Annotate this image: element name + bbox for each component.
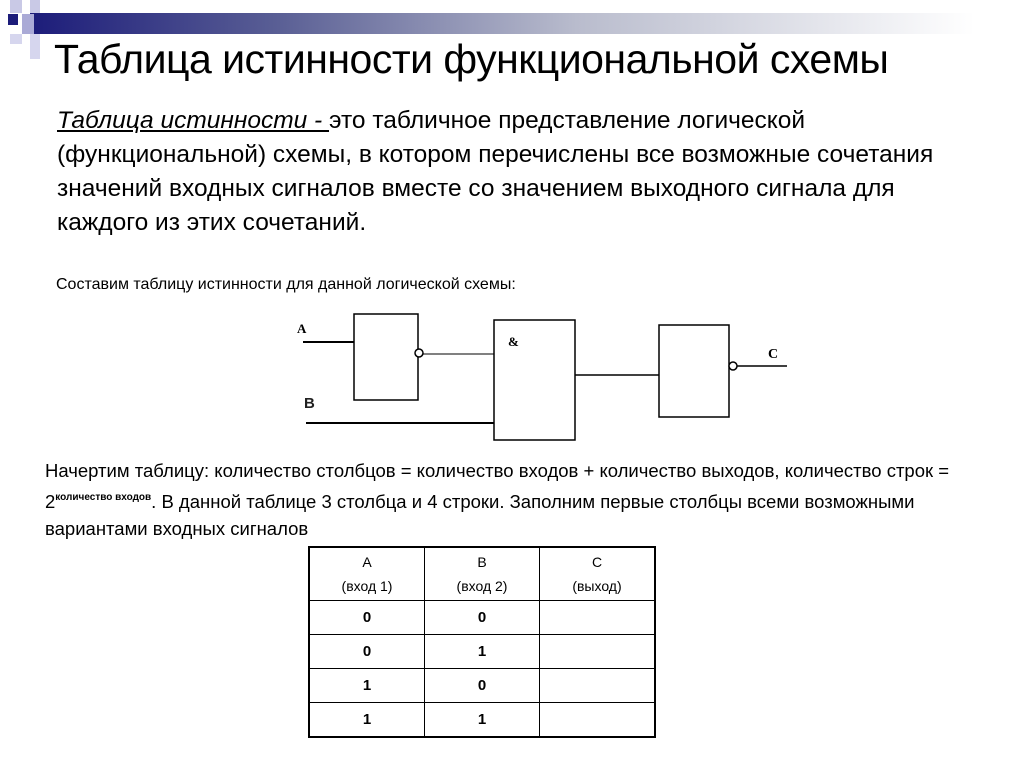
cell	[540, 703, 656, 738]
header-c: C (выход)	[540, 547, 656, 601]
cell: 0	[309, 601, 425, 635]
definition-term: Таблица истинности -	[57, 107, 330, 134]
not-gate-2	[659, 325, 729, 417]
cell	[540, 601, 656, 635]
table-row	[309, 669, 655, 703]
table-row	[309, 601, 655, 635]
instructions-part2: . В данной таблице 3 столбца и 4 строки. Заполним первые столбцы всеми возможными вариантами входных сигналов	[45, 491, 915, 539]
cell: 0	[309, 635, 425, 669]
inverter-bubble-2	[729, 362, 737, 370]
cell: 1	[425, 635, 540, 669]
and-gate	[494, 320, 575, 440]
instructions-paragraph	[45, 457, 1005, 542]
instructions-part1: Начертим таблицу: количество столбцов = количество входов + количество выходов, количество строк = 2	[45, 460, 950, 512]
intro-text: Составим таблицу истинности для данной логической схемы:	[56, 276, 516, 293]
not-gate-1	[354, 314, 418, 400]
label-b: B	[304, 395, 315, 412]
cell: 0	[425, 669, 540, 703]
instructions-superscript: количество входов	[55, 492, 152, 503]
label-c: C	[768, 347, 779, 362]
definition-text: это табличное представление логической (функциональной) схемы, в котором перечислены все возможные сочетания значений входных сигналов вместе со значением выходного сигнала для каждого из этих сочетаний.	[57, 107, 934, 236]
cell	[540, 669, 656, 703]
label-a: A	[297, 321, 307, 336]
cell	[540, 635, 656, 669]
inverter-bubble-1	[415, 349, 423, 357]
header-a: A (вход 1)	[309, 547, 425, 601]
cell: 0	[425, 601, 540, 635]
table-row	[309, 635, 655, 669]
table-header-row	[309, 547, 655, 601]
cell: 1	[309, 703, 425, 738]
header-b: B (вход 2)	[425, 547, 540, 601]
cell: 1	[425, 703, 540, 738]
slide-title: Таблица истинности функциональной схемы	[54, 36, 889, 82]
cell: 1	[309, 669, 425, 703]
truth-table	[308, 546, 656, 738]
and-symbol: &	[508, 334, 519, 349]
table-row	[309, 703, 655, 738]
